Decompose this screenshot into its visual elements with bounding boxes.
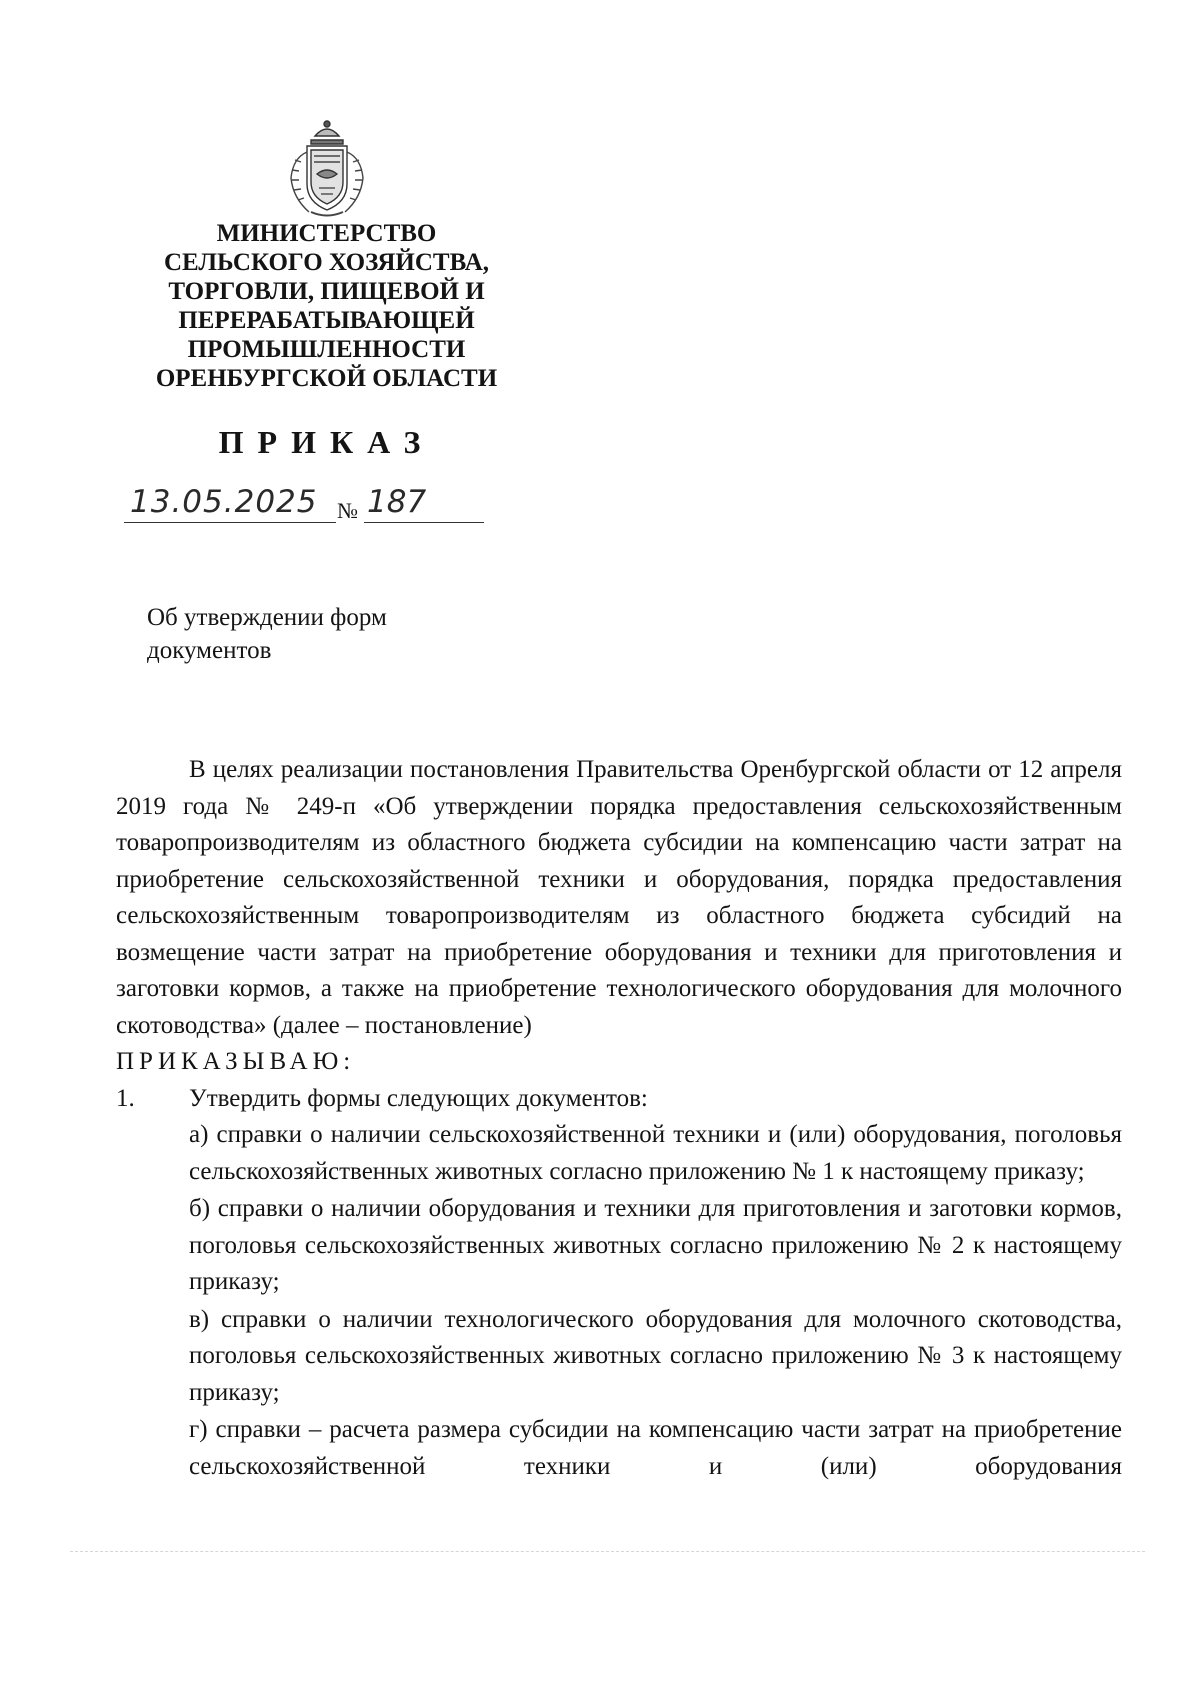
number-underline: [364, 522, 484, 523]
order-number: 187: [367, 484, 427, 520]
date-underline: [124, 522, 336, 523]
ministry-line: ОРЕНБУРГСКОЙ ОБЛАСТИ: [155, 365, 498, 392]
orders-word: ПРИКАЗЫВАЮ:: [116, 1048, 356, 1075]
order-item-1: [116, 1081, 1122, 1118]
order-subject: [147, 601, 387, 667]
document-type-title: ПРИКАЗ: [218, 424, 435, 460]
subitem-b: б) справки о наличии оборудования и техники для приготовления и заготовки кормов, поголовья сельскохозяйственных животных согласно приложению № 2 к настоящему приказу;: [189, 1195, 1122, 1295]
date-number-row: [124, 482, 484, 532]
scan-fold-line: [70, 1551, 1145, 1552]
order-date: 13.05.2025: [130, 484, 318, 520]
order-body: [116, 752, 1122, 1486]
subject-line: документов: [147, 637, 272, 664]
subitem-d: г) справки – расчета размера субсидии на компенсацию части затрат на приобретение сельскохозяйственной техники и (или) оборудования: [189, 1416, 1122, 1480]
ministry-line: ТОРГОВЛИ, ПИЩЕВОЙ И: [168, 278, 485, 305]
preamble-paragraph: В целях реализации постановления Правительства Оренбургской области от 12 апреля 2019 года № 249-п «Об утверждении порядка предоставления сельскохозяйственным товаропроизводителям из областного бюджета субсидии на компенсацию части затрат на приобретение сельскохозяйственной техники и оборудования, порядка предоставления сельскохозяйственным товаропроизводителям из областного бюджета субсидий на возмещение части затрат на приобретение оборудования и техники для приготовления и заготовки кормов, а также на приобретение технологического оборудования для молочного скотоводства» (далее – постановление): [116, 756, 1122, 1039]
ministry-line: СЕЛЬСКОГО ХОЗЯЙСТВА,: [163, 249, 490, 276]
subject-line: Об утверждении форм: [147, 604, 387, 631]
subitem-c: в) справки о наличии технологического оборудования для молочного скотоводства, поголовья сельскохозяйственных животных согласно приложению № 3 к настоящему приказу;: [189, 1305, 1122, 1406]
item-text: Утвердить формы следующих документов:: [189, 1084, 648, 1112]
ministry-line: ПРОМЫШЛЕННОСТИ: [187, 336, 466, 363]
item-number: 1.: [116, 1084, 135, 1112]
subitem-a: а) справки о наличии сельскохозяйственной техники и (или) оборудования, поголовья сельскохозяйственных животных согласно приложению № 1 к настоящему приказу;: [189, 1121, 1122, 1185]
coat-of-arms-icon: [281, 118, 373, 220]
ministry-name: [130, 219, 523, 393]
number-sign: №: [337, 498, 358, 523]
ministry-line: МИНИСТЕРСТВО: [216, 220, 437, 247]
ministry-line: ПЕРЕРАБАТЫВАЮЩЕЙ: [178, 307, 475, 334]
